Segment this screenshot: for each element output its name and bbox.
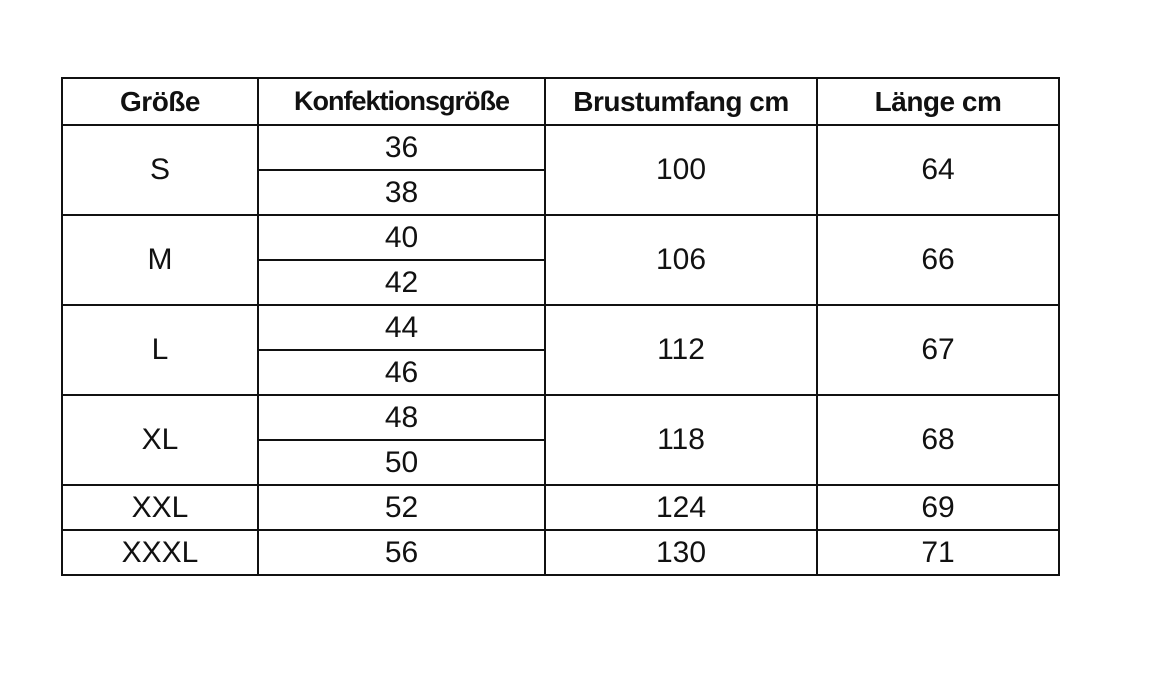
cell-laenge: 71 [817,530,1059,575]
cell-konfektionsgroesse: 36 [258,125,545,170]
cell-konfektionsgroesse: 56 [258,530,545,575]
cell-brustumfang: 118 [545,395,817,485]
cell-konfektionsgroesse: 42 [258,260,545,305]
table-row [62,530,1059,575]
table-row [62,215,1059,260]
table-body [62,125,1059,575]
cell-konfektionsgroesse: 52 [258,485,545,530]
header-row [62,78,1059,125]
cell-groesse: L [62,305,258,395]
header-konfektionsgroesse: Konfektionsgröße [258,78,545,125]
cell-groesse: S [62,125,258,215]
cell-konfektionsgroesse: 40 [258,215,545,260]
cell-groesse: M [62,215,258,305]
cell-konfektionsgroesse: 46 [258,350,545,395]
cell-brustumfang: 124 [545,485,817,530]
table-header [62,78,1059,125]
header-brustumfang: Brustumfang cm [545,78,817,125]
cell-laenge: 69 [817,485,1059,530]
cell-laenge: 67 [817,305,1059,395]
header-groesse: Größe [62,78,258,125]
cell-brustumfang: 100 [545,125,817,215]
table-row [62,125,1059,170]
cell-groesse: XXXL [62,530,258,575]
table-row [62,485,1059,530]
header-laenge: Länge cm [817,78,1059,125]
table-row [62,395,1059,440]
cell-groesse: XL [62,395,258,485]
cell-laenge: 66 [817,215,1059,305]
cell-groesse: XXL [62,485,258,530]
cell-konfektionsgroesse: 38 [258,170,545,215]
cell-laenge: 68 [817,395,1059,485]
cell-laenge: 64 [817,125,1059,215]
cell-konfektionsgroesse: 50 [258,440,545,485]
cell-brustumfang: 112 [545,305,817,395]
size-chart-table [61,77,1060,576]
cell-brustumfang: 106 [545,215,817,305]
cell-konfektionsgroesse: 44 [258,305,545,350]
table-row [62,305,1059,350]
cell-brustumfang: 130 [545,530,817,575]
cell-konfektionsgroesse: 48 [258,395,545,440]
